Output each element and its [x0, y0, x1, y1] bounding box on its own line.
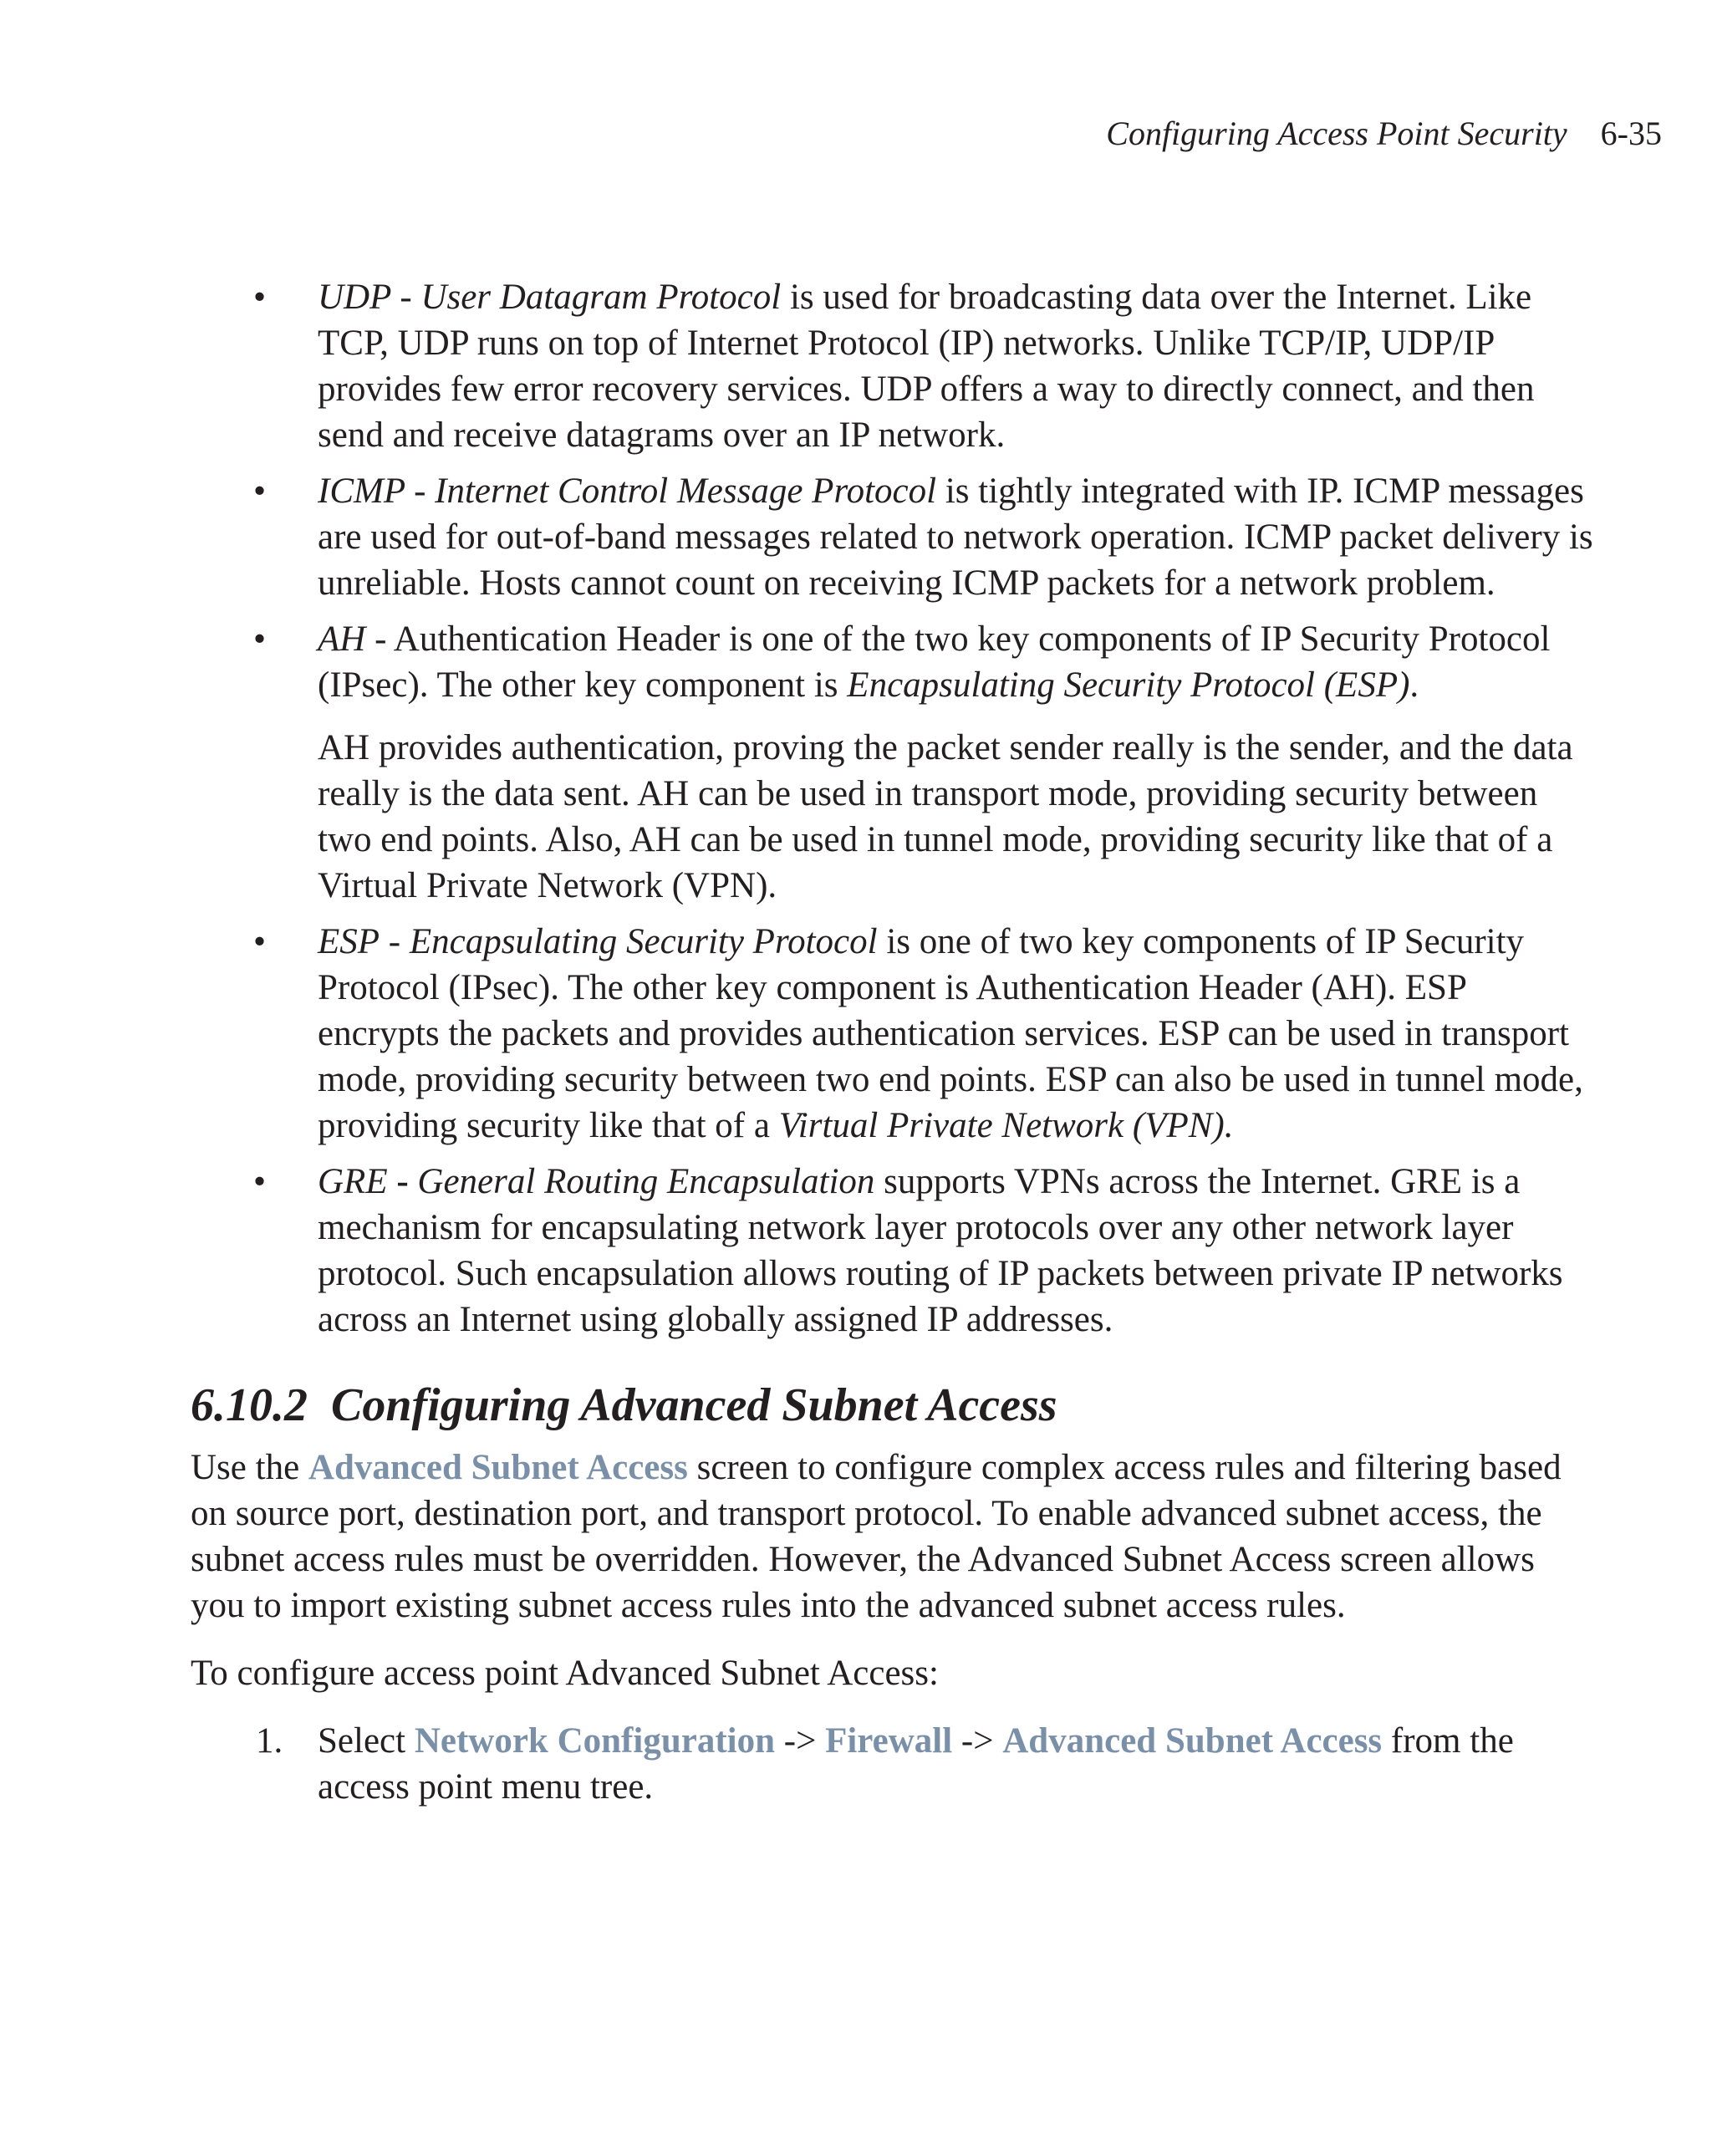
term: UDP: [318, 278, 391, 317]
term-name: General Routing Encapsulation: [417, 1162, 875, 1201]
bullet-glyph: •: [253, 471, 267, 511]
term-separator: -: [380, 922, 410, 961]
running-header-title: Configuring Access Point Security: [1106, 115, 1567, 152]
procedure-intro: To configure access point Advanced Subnet Access:: [191, 1654, 939, 1693]
menu-arrow: ->: [775, 1721, 826, 1761]
term-separator: -: [405, 471, 436, 511]
term-separator: -: [387, 1162, 418, 1201]
section-heading: [191, 1378, 1595, 1433]
term-name: Internet Control Message Protocol: [435, 471, 937, 511]
intro-text-before: Use the: [191, 1448, 308, 1487]
step-text-after: from the access point menu tree.: [318, 1721, 1514, 1807]
running-header: [1106, 114, 1662, 154]
step-number: 1.: [256, 1721, 283, 1761]
procedure-steps: [191, 1718, 1595, 1810]
term-name: User Datagram Protocol: [420, 278, 782, 317]
page-content: [191, 274, 1595, 1810]
term-separator: -: [390, 278, 421, 317]
step-item: [191, 1718, 1595, 1810]
menu-arrow: ->: [952, 1721, 1003, 1761]
network-configuration-link[interactable]: Network Configuration: [414, 1721, 776, 1761]
firewall-link[interactable]: Firewall: [825, 1721, 953, 1761]
page-number: 6-35: [1600, 115, 1662, 152]
vpn-reference: Virtual Private Network (VPN).: [778, 1106, 1234, 1145]
bullet-glyph: •: [253, 1162, 267, 1201]
item-text: supports VPNs across the Internet. GRE is a mechanism for encapsulating network layer protocols over any other network layer protocol. Such encapsulation allows routing of IP packets between private IP networks across an Internet using globally assigned IP addresses.: [318, 1162, 1563, 1339]
list-item-udp: [191, 274, 1595, 458]
item-text: is one of two key components of IP Security Protocol (IPsec). The other key component is Authentication Header (AH). ESP encrypts the packets and provides authentication services. ESP can be used in transport mode, providing security between two end points. ESP can also be used in tunnel mode, providing security like that of a: [318, 922, 1583, 1145]
bullet-glyph: •: [253, 922, 267, 961]
item-text: - Authentication Header is one of the two key components of IP Security Protocol (IPsec). The other key component is: [318, 619, 1551, 705]
list-item-gre: [191, 1159, 1595, 1343]
advanced-subnet-access-menu-link[interactable]: Advanced Subnet Access: [1002, 1721, 1383, 1761]
section-title: Configuring Advanced Subnet Access: [331, 1379, 1057, 1431]
bullet-glyph: •: [253, 278, 267, 317]
list-item-ah: [191, 616, 1595, 909]
term: GRE: [318, 1162, 388, 1201]
protocol-list: [191, 274, 1595, 1343]
intro-text-after: screen to configure complex access rules and filtering based on source port, destination port, and transport protocol. To enable advanced subnet access, the subnet access rules must be overridden. However, the Advanced Subnet Access screen allows you to import existing subnet access rules into the advanced subnet access rules.: [191, 1448, 1562, 1625]
term: ESP: [318, 922, 380, 961]
esp-reference: Encapsulating Security Protocol (ESP): [847, 665, 1410, 705]
ah-detail-paragraph: AH provides authentication, proving the packet sender really is the sender, and the data really is the data sent. AH can be used in transport mode, providing security between two end points. Also, AH can be used in tunnel mode, providing security like that of a Virtual Private Network (VPN).: [318, 728, 1573, 905]
term: AH: [318, 619, 366, 659]
item-text: is tightly integrated with IP. ICMP messages are used for out-of-band messages related to network operation. ICMP packet delivery is unreliable. Hosts cannot count on receiving ICMP packets for a network problem.: [318, 471, 1593, 603]
advanced-subnet-access-link[interactable]: Advanced Subnet Access: [308, 1448, 688, 1487]
intro-paragraph: [191, 1445, 1595, 1628]
list-item-icmp: [191, 468, 1595, 606]
item-text: is used for broadcasting data over the Internet. Like TCP, UDP runs on top of Internet Protocol (IP) networks. Unlike TCP/IP, UDP/IP provides few error recovery services. UDP offers a way to directly connect, and then send and receive datagrams over an IP network.: [318, 278, 1535, 455]
section-number: 6.10.2: [191, 1379, 308, 1431]
list-item-esp: [191, 919, 1595, 1149]
step-text: Select: [318, 1721, 415, 1761]
term: ICMP: [318, 471, 405, 511]
bullet-glyph: •: [253, 619, 267, 659]
item-period: .: [1409, 665, 1419, 705]
term-name: Encapsulating Security Protocol: [409, 922, 878, 961]
